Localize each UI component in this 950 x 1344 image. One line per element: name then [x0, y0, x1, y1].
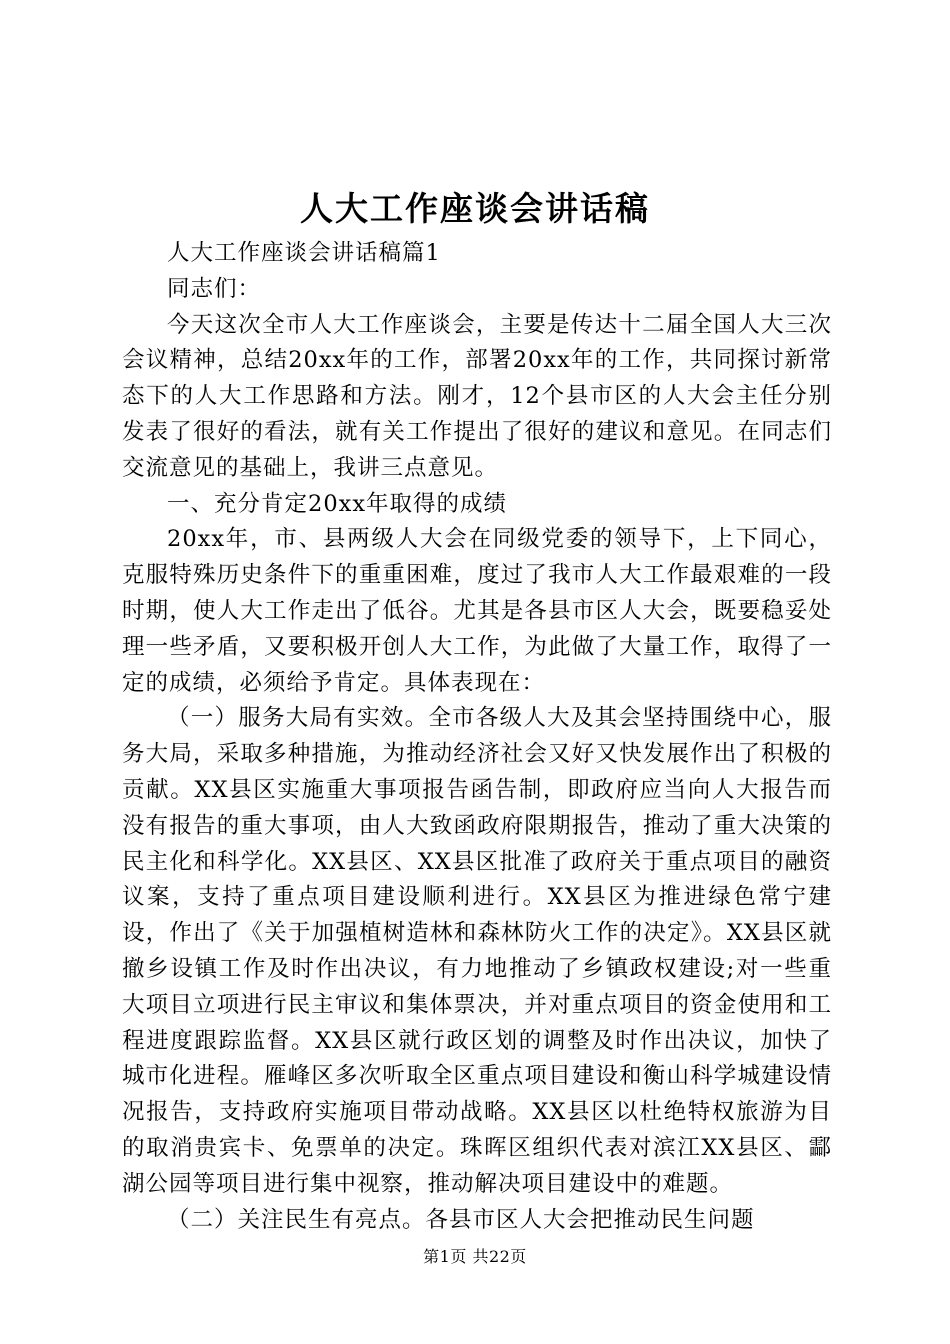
paragraph-item-one: （一）服务大局有实效。全市各级人大及其会坚持围绕中心，服务大局，采取多种措施，为推动经济社会又好又快发展作出了积极的贡献。XX县区实施重大事项报告函告制，即政府应当向人大报告而没有报告的重大事项，由人大致函政府限期报告，推动了重大决策的民主化和科学化。XX县区、XX县区批准了政府关于重点项目的融资议案，支持了重点项目建设顺利进行。XX县区为推进绿色常宁建设，作出了《关于加强植树造林和森林防火工作的决定》。XX县区就撤乡设镇工作及时作出决议，有力地推动了乡镇政权建设;对一些重大项目立项进行民主审议和集体票决，并对重点项目的资金使用和工程进度跟踪监督。XX县区就行政区划的调整及时作出决议，加快了城市化进程。雁峰区多次听取全区重点项目建设和衡山科学城建设情况报告，支持政府实施项目带动战略。XX县区以杜绝特权旅游为目的取消贵宾卡、免票单的决定。珠晖区组织代表对滨江XX县区、酃湖公园等项目进行集中视察，推动解决项目建设中的难题。	[122, 705, 832, 1197]
document-body	[122, 236, 832, 1238]
paragraph-achievements: 20xx年，市、县两级人大会在同级党委的领导下，上下同心，克服特殊历史条件下的重重困难，度过了我市人大工作最艰难的一段时期，使人大工作走出了低谷。尤其是各县市区人大会，既要稳妥处理一些矛盾，又要积极开创人大工作，为此做了大量工作，取得了一定的成绩，必须给予肯定。具体表现在：	[122, 526, 832, 696]
paragraph-section-heading: 一、充分肯定20xx年取得的成绩	[167, 490, 508, 517]
paragraph-salutation: 同志们：	[167, 275, 262, 302]
document-title: 人大工作座谈会讲话稿	[300, 189, 650, 228]
paragraph-subtitle: 人大工作座谈会讲话稿篇1	[167, 240, 441, 266]
paragraph-item-two: （二）关注民生有亮点。各县市区人大会把推动民生问题	[167, 1206, 755, 1233]
page-footer: 第1页 共22页	[423, 1247, 527, 1266]
paragraph-intro: 今天这次全市人大工作座谈会，主要是传达十二届全国人大三次会议精神，总结20xx年的工作，部署20xx年的工作，共同探讨新常态下的人大工作思路和方法。刚才，12个县市区的人大会主任分别发表了很好的看法，就有关工作提出了很好的建议和意见。在同志们交流意见的基础上，我讲三点意见。	[122, 311, 832, 481]
